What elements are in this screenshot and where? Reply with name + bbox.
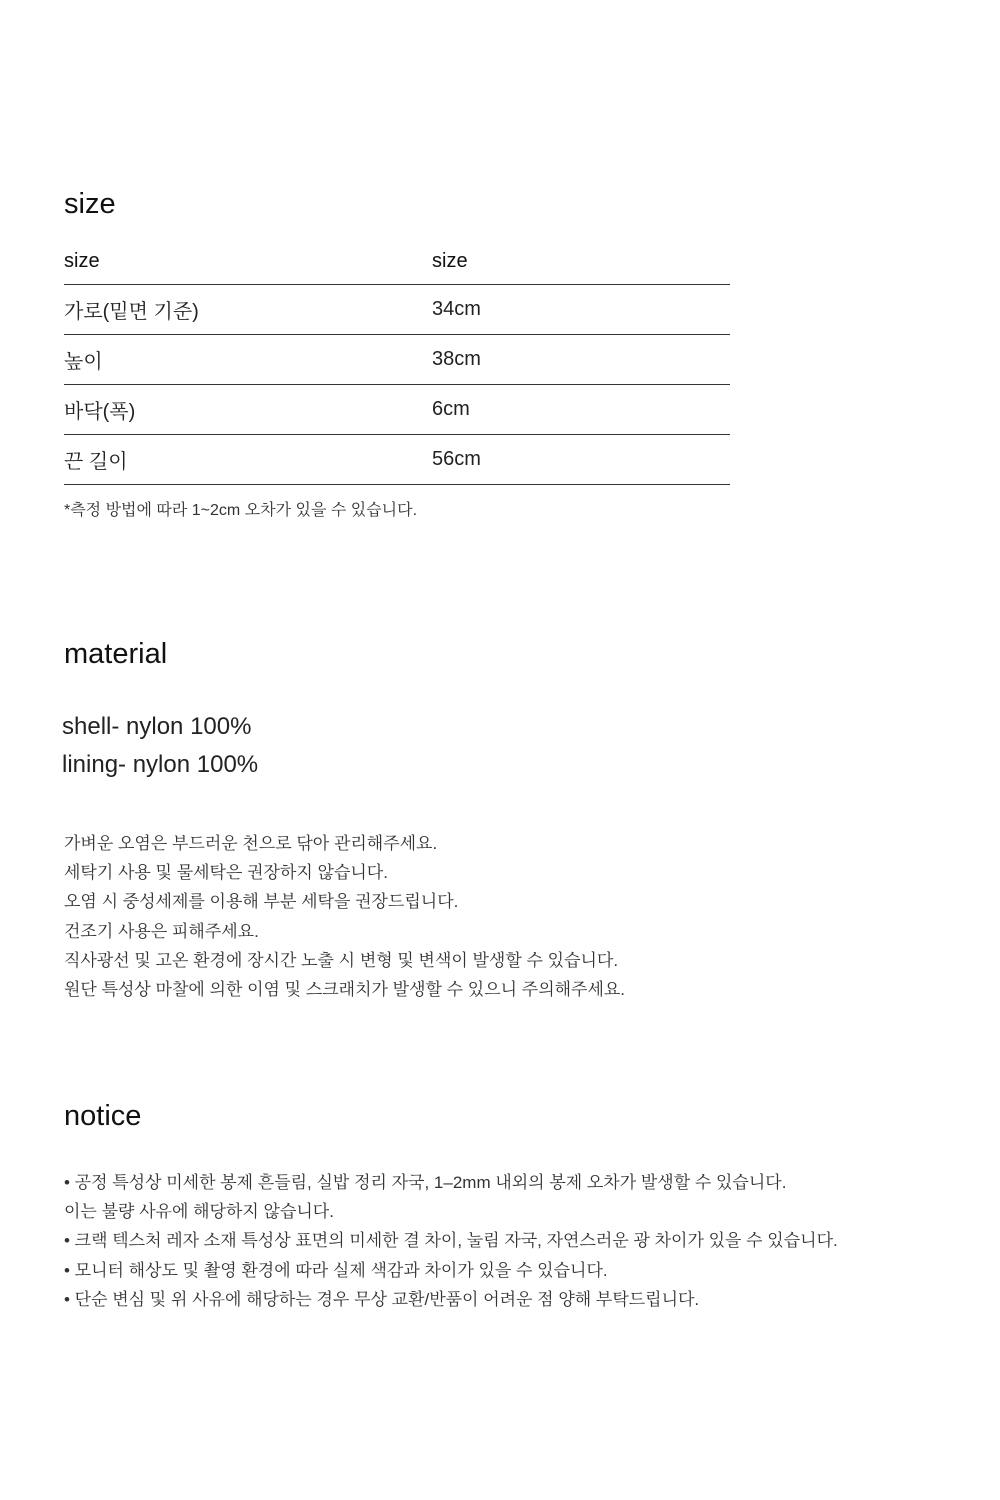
size-row-value: 6cm [432, 385, 730, 435]
size-row-label: 끈 길이 [64, 435, 432, 485]
size-row-value: 34cm [432, 285, 730, 335]
size-table-header [64, 246, 730, 285]
notice-line: • 단순 변심 및 위 사유에 해당하는 경우 무상 교환/반품이 어려운 점 양해 부탁드립니다. [64, 1289, 700, 1309]
measurement-note: *측정 방법에 따라 1~2cm 오차가 있을 수 있습니다. [64, 502, 418, 519]
size-table-header-label: size [64, 246, 432, 285]
care-line: 가벼운 오염은 부드러운 천으로 닦아 관리해주세요. [64, 834, 438, 853]
size-table [64, 246, 730, 485]
material-section-title: material [64, 638, 168, 670]
care-line: 세탁기 사용 및 물세탁은 권장하지 않습니다. [64, 863, 388, 883]
size-table-header-value: size [432, 246, 730, 285]
table-row [64, 285, 730, 335]
size-section-title: size [64, 188, 116, 220]
size-row-label: 높이 [64, 335, 432, 385]
care-instructions [64, 829, 625, 1004]
notice-section-title: notice [64, 1100, 142, 1132]
size-row-value: 38cm [432, 335, 730, 385]
composition-line: lining- nylon 100% [62, 751, 259, 778]
notice-list [64, 1168, 838, 1314]
notice-line: • 모니터 해상도 및 촬영 환경에 따라 실제 색감과 차이가 있을 수 있습니다. [64, 1260, 608, 1280]
size-row-label: 가로(밑면 기준) [64, 285, 432, 335]
care-line: 오염 시 중성세제를 이용해 부분 세탁을 권장드립니다. [64, 892, 459, 912]
table-row [64, 335, 730, 385]
composition-line: shell- nylon 100% [62, 713, 252, 740]
material-composition [62, 708, 258, 784]
table-row [64, 385, 730, 435]
table-row [64, 435, 730, 485]
care-line: 건조기 사용은 피해주세요. [64, 921, 259, 941]
notice-line: • 공정 특성상 미세한 봉제 흔들림, 실밥 정리 자국, 1–2mm 내외의 봉제 오차가 발생할 수 있습니다. [64, 1173, 787, 1192]
notice-line: 이는 불량 사유에 해당하지 않습니다. [64, 1202, 334, 1222]
notice-line: • 크랙 텍스처 레자 소재 특성상 표면의 미세한 결 차이, 눌림 자국, 자연스러운 광 차이가 있을 수 있습니다. [64, 1231, 838, 1251]
care-line: 원단 특성상 마찰에 의한 이염 및 스크래치가 발생할 수 있으니 주의해주세요. [64, 980, 626, 1000]
size-row-label: 바닥(폭) [64, 385, 432, 435]
care-line: 직사광선 및 고온 환경에 장시간 노출 시 변형 및 변색이 발생할 수 있습니다. [64, 950, 619, 970]
size-row-value: 56cm [432, 435, 730, 485]
